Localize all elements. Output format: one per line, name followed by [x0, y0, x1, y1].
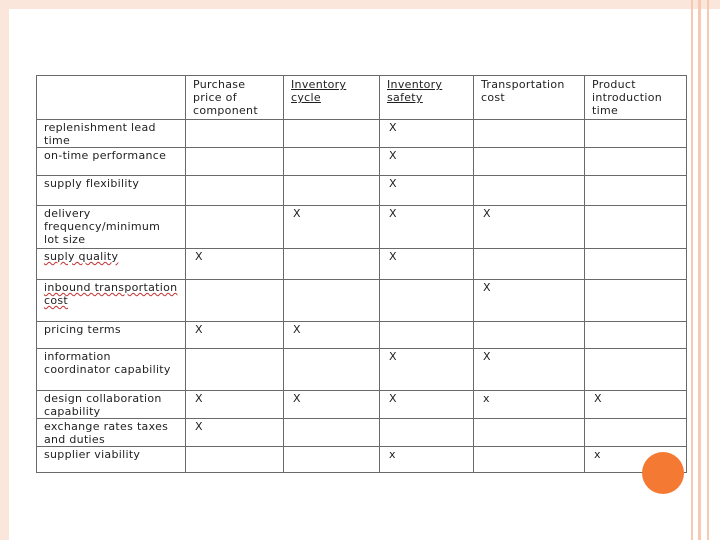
table-cell: X: [186, 391, 284, 419]
table-cell: [474, 447, 585, 473]
row-label: information coordinator capability: [37, 349, 186, 391]
table-cell: [380, 280, 474, 322]
table-row: [37, 322, 687, 349]
slide-right-stripe: [707, 0, 709, 540]
table-cell: X: [284, 206, 380, 249]
table-cell: [585, 176, 687, 206]
row-label: exchange rates taxes and duties: [37, 419, 186, 447]
table-row: [37, 120, 687, 148]
table-cell: [585, 148, 687, 176]
table-cell: [186, 280, 284, 322]
header-cell-corner: [37, 76, 186, 120]
table-cell: [474, 148, 585, 176]
table-cell: [380, 419, 474, 447]
table-cell: [284, 280, 380, 322]
row-label: supply flexibility: [37, 176, 186, 206]
row-label: supplier viability: [37, 447, 186, 473]
table-cell: [585, 280, 687, 322]
table-cell: X: [380, 120, 474, 148]
slide-top-band: [0, 0, 720, 9]
table-cell: X: [284, 322, 380, 349]
slide-left-band: [0, 0, 9, 540]
slide-accent-circle: [642, 452, 684, 494]
table-cell: [186, 148, 284, 176]
table-cell: [186, 120, 284, 148]
table-row: [37, 148, 687, 176]
table-cell: [284, 419, 380, 447]
table-cell: [585, 249, 687, 280]
table-cell: [474, 419, 585, 447]
supplier-criteria-table: [36, 75, 686, 472]
table-row: [37, 419, 687, 447]
table-cell: X: [380, 206, 474, 249]
table-cell: [284, 120, 380, 148]
table-cell: [186, 447, 284, 473]
criteria-grid: [36, 75, 687, 473]
table-cell: [186, 206, 284, 249]
header-cell-product-introduction-time: Product introduction time: [585, 76, 687, 120]
misspelled-text: suply quality: [44, 250, 119, 263]
table-cell: X: [474, 280, 585, 322]
table-row: [37, 176, 687, 206]
header-cell-inventory-safety: Inventory safety: [380, 76, 474, 120]
table-row: [37, 249, 687, 280]
header-cell-inventory-cycle: Inventory cycle: [284, 76, 380, 120]
table-cell: X: [186, 322, 284, 349]
table-cell: [474, 322, 585, 349]
table-cell: [284, 148, 380, 176]
table-cell: X: [186, 249, 284, 280]
table-cell: X: [474, 349, 585, 391]
table-cell: [585, 322, 687, 349]
table-cell: x: [380, 447, 474, 473]
table-row: [37, 447, 687, 473]
table-cell: [186, 349, 284, 391]
table-cell: [380, 322, 474, 349]
table-cell: [585, 349, 687, 391]
table-cell: [284, 249, 380, 280]
table-cell: X: [186, 419, 284, 447]
row-label: [37, 249, 186, 280]
table-cell: X: [380, 249, 474, 280]
table-cell: X: [284, 391, 380, 419]
table-row: [37, 349, 687, 391]
header-row: [37, 76, 687, 120]
header-cell-transportation-cost: Transportation cost: [474, 76, 585, 120]
slide-right-stripe: [698, 0, 701, 540]
table-row: [37, 391, 687, 419]
slide-right-stripe: [691, 0, 693, 540]
table-cell: [585, 206, 687, 249]
table-cell: X: [380, 148, 474, 176]
table-cell: [474, 120, 585, 148]
table-cell: [284, 447, 380, 473]
row-label: design collaboration capability: [37, 391, 186, 419]
table-cell: [585, 419, 687, 447]
table-cell: x: [474, 391, 585, 419]
row-label: [37, 280, 186, 322]
table-cell: [284, 349, 380, 391]
table-cell: [186, 176, 284, 206]
table-cell: [474, 176, 585, 206]
table-cell: [284, 176, 380, 206]
table-cell: X: [585, 391, 687, 419]
table-row: [37, 280, 687, 322]
header-cell-purchase-price: Purchase price of component: [186, 76, 284, 120]
row-label: on-time performance: [37, 148, 186, 176]
table-cell: [474, 249, 585, 280]
row-label: replenishment lead time: [37, 120, 186, 148]
table-row: [37, 206, 687, 249]
table-cell: X: [380, 349, 474, 391]
table-cell: X: [380, 391, 474, 419]
table-cell: x: [585, 447, 687, 473]
table-cell: X: [474, 206, 585, 249]
table-cell: [585, 120, 687, 148]
table-cell: X: [380, 176, 474, 206]
row-label: pricing terms: [37, 322, 186, 349]
misspelled-text: inbound transportation cost: [44, 281, 178, 307]
row-label: delivery frequency/minimum lot size: [37, 206, 186, 249]
